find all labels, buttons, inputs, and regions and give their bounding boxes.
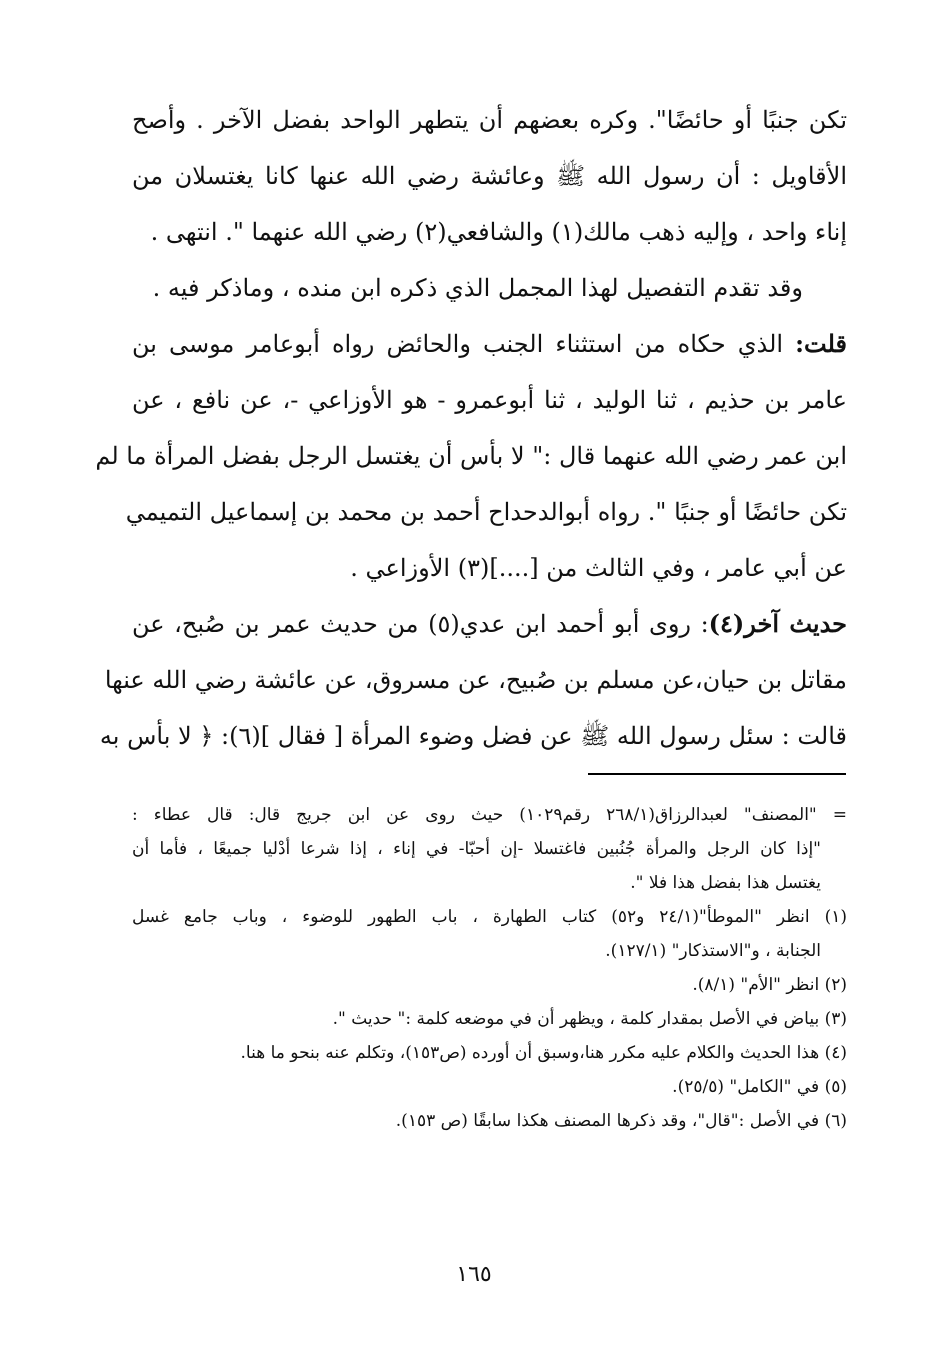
text-line: عامر بن حذيم ، ثنا الوليد ، ثنا أبوعمرو - هو الأوزاعي -، عن نافع ، عن (132, 386, 847, 414)
lead-word-hadith: حديث آخر(٤) (708, 609, 848, 638)
page-number: ١٦٥ (456, 1262, 492, 1287)
text-line: مقاتل بن حيان،عن مسلم بن صُبيح، عن مسروق، عن عائشة رضي الله عنها (104, 666, 847, 694)
footnote-line: يغتسل هذا بفضل هذا فلا ". (630, 873, 821, 893)
text-line: عن أبي عامر ، وفي الثالث من [....](٣) الأوزاعي . (350, 554, 847, 582)
text-line: الأقاويل : أن رسول الله ﷺ وعائشة رضي الله عنها كانا يغتسلان من (132, 162, 847, 190)
text-line (132, 596, 847, 652)
footnote-line: (١) انظر "الموطأ"(٢٤/١ و٥٢) كتاب الطهارة ، باب الطهور للوضوء ، وباب جامع غسل (132, 907, 847, 927)
text-line: تكن حائضًا أو جنبًا ". رواه أبوالدحداح أحمد بن محمد بن إسماعيل التميمي (125, 498, 847, 526)
footnote-line: (٣) بياض في الأصل بمقدار كلمة ، ويظهر أن في موضعه كلمة :" حديث ". (332, 1009, 847, 1029)
lead-word-qultu: قلت: (795, 329, 847, 358)
footnotes (132, 798, 847, 1138)
footnote-line: (٢) انظر "الأم" (٨/١). (692, 975, 847, 995)
footnote-line: = "المصنف" لعبدالرزاق(٢٦٨/١ رقم١٠٢٩) حيث روى عن ابن جريج قال: قال عطاء : (132, 805, 847, 825)
text-line: وقد تقدم التفصيل لهذا المجمل الذي ذكره ابن منده ، وماذكر فيه . (152, 274, 803, 302)
text-line (132, 316, 847, 372)
footnote-separator (588, 773, 846, 775)
footnote-line: "إذا كان الرجل والمرأة جُنُبين فاغتسلا -إن أحبّا- في إناء ، إذا شرعا أدْليا جميعًا ، فأما أن (132, 839, 821, 859)
text-line: تكن جنبًا أو حائضًا". وكره بعضهم أن يتطهر الواحد بفضل الآخر . وأصح (132, 106, 847, 134)
footnote-line: (٥) في "الكامل" (٢٥/٥). (672, 1077, 847, 1097)
text-line: قالت : سئل رسول الله ﷺ عن فضل وضوء المرأة [ فقال ](٦): ﴿ لا بأس به (99, 722, 847, 750)
text-line: إناء واحد ، وإليه ذهب مالك(١) والشافعي(٢) رضي الله عنهما ". انتهى . (150, 218, 847, 246)
footnote-line: (٤) هذا الحديث والكلام عليه مكرر هنا،وسبق أن أورده (ص١٥٣)، وتكلم عنه بنحو ما هنا. (240, 1043, 847, 1063)
footnote-line: (٦) في الأصل :"قال"، وقد ذكرها المصنف هكذا سابقًا (ص ١٥٣). (395, 1111, 847, 1131)
text-line-rest: الذي حكاه من استثناء الجنب والحائض رواه أبوعامر موسى بن (132, 330, 784, 358)
text-line-rest: : روى أبو أحمد ابن عدي(٥) من حديث عمر بن صُبح، عن (132, 610, 709, 638)
text-line: ابن عمر رضي الله عنهما قال :" لا بأس أن يغتسل الرجل بفضل المرأة ما لم (95, 442, 847, 470)
footnote-line: الجنابة ، و"الاستذكار" (١٢٧/١). (605, 941, 821, 961)
main-text (95, 92, 848, 764)
